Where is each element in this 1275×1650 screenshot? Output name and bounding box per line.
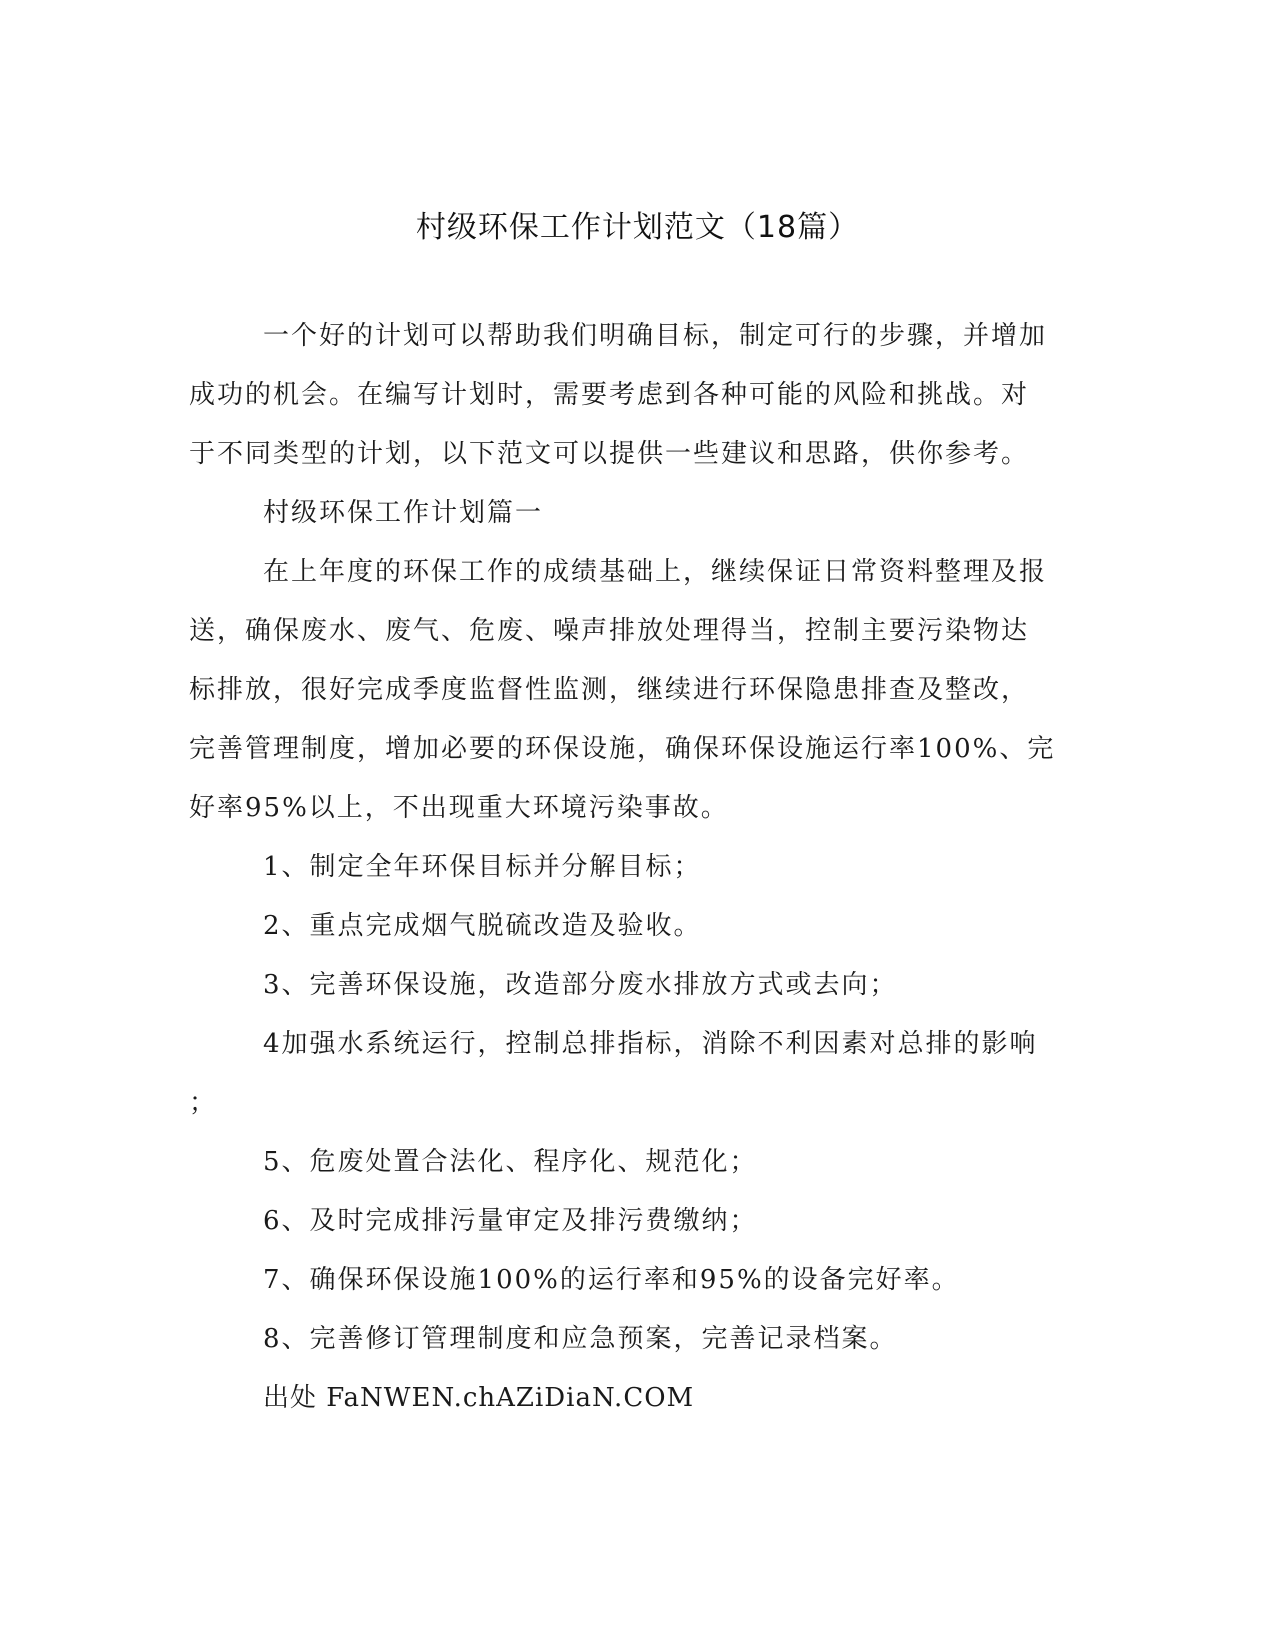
document-title: 村级环保工作计划范文（18篇） — [415, 210, 860, 245]
list-item-5: 5、危废处置合法化、程序化、规范化； — [263, 1147, 758, 1177]
source-note: 出处 FaNWEN.chAZiDiaN.COM — [263, 1383, 695, 1413]
body-line-5: 好率95%以上，不出现重大环境污染事故。 — [189, 793, 729, 823]
intro-line-3: 于不同类型的计划，以下范文可以提供一些建议和思路，供你参考。 — [189, 439, 1030, 469]
list-item-7: 7、确保环保设施100%的运行率和95%的设备完好率。 — [263, 1265, 960, 1295]
intro-line-1: 一个好的计划可以帮助我们明确目标，制定可行的步骤，并增加 — [263, 321, 1048, 351]
section-heading: 村级环保工作计划篇一 — [263, 498, 544, 528]
list-item-2: 2、重点完成烟气脱硫改造及验收。 — [263, 911, 702, 941]
list-item-8: 8、完善修订管理制度和应急预案，完善记录档案。 — [263, 1324, 898, 1354]
list-item-4-continuation: ； — [189, 1088, 218, 1118]
body-line-4: 完善管理制度，增加必要的环保设施，确保环保设施运行率100%、完 — [189, 734, 1056, 764]
intro-line-2: 成功的机会。在编写计划时，需要考虑到各种可能的风险和挑战。对 — [189, 380, 1030, 410]
list-item-4: 4加强水系统运行，控制总排指标，消除不利因素对总排的影响 — [263, 1029, 1038, 1059]
body-line-2: 送，确保废水、废气、危废、噪声排放处理得当，控制主要污染物达 — [189, 616, 1030, 646]
list-item-3: 3、完善环保设施，改造部分废水排放方式或去向； — [263, 970, 898, 1000]
body-line-3: 标排放，很好完成季度监督性监测，继续进行环保隐患排查及整改， — [189, 675, 1030, 705]
list-item-1: 1、制定全年环保目标并分解目标； — [263, 852, 702, 882]
body-line-1: 在上年度的环保工作的成绩基础上，继续保证日常资料整理及报 — [263, 557, 1048, 587]
list-item-6: 6、及时完成排污量审定及排污费缴纳； — [263, 1206, 758, 1236]
